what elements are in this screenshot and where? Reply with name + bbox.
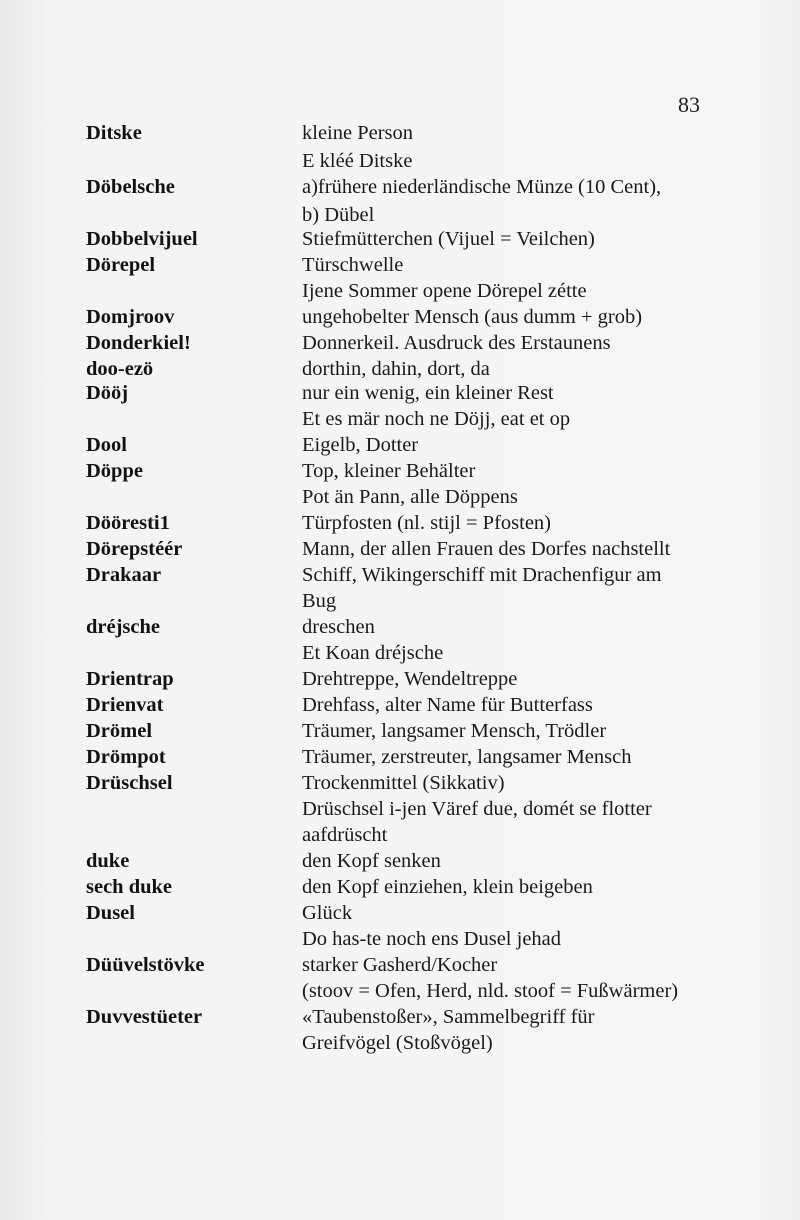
glossary-entry	[0, 640, 800, 666]
glossary-entry	[0, 562, 800, 588]
glossary-definition: Ijene Sommer opene Dörepel zétte	[302, 280, 587, 302]
glossary-definition: Bug	[302, 590, 337, 612]
glossary-term: Donderkiel!	[86, 332, 191, 354]
glossary-definition: Et es mär noch ne Döjj, eat et op	[302, 408, 571, 430]
glossary-term: Drakaar	[86, 564, 162, 586]
glossary-entry	[0, 278, 800, 304]
glossary-definition: Drüschsel i-jen Väref due, domét se flotter	[302, 798, 652, 820]
glossary-definition: kleine Person	[302, 122, 414, 144]
glossary-entry	[0, 718, 800, 744]
glossary-entry	[0, 120, 800, 146]
glossary-term: Drömpot	[86, 746, 166, 768]
page-number: 83	[678, 92, 700, 117]
glossary-definition: b) Dübel	[302, 204, 375, 226]
glossary-term: Dööj	[86, 382, 129, 404]
glossary-definition: Träumer, zerstreuter, langsamer Mensch	[302, 746, 632, 768]
glossary-definition: starker Gasherd/Kocher	[302, 954, 498, 976]
glossary-entry	[0, 226, 800, 252]
glossary-entry	[0, 174, 800, 200]
glossary-entry	[0, 1004, 800, 1030]
glossary-definition: dreschen	[302, 616, 375, 638]
glossary-entry	[0, 432, 800, 458]
glossary-term: Dööresti1	[86, 512, 170, 534]
glossary-term: Drömel	[86, 720, 153, 742]
glossary-definition: E kléé Ditske	[302, 150, 413, 172]
glossary-term: Domjroov	[86, 306, 175, 328]
glossary-entry	[0, 666, 800, 692]
glossary-entry	[0, 458, 800, 484]
glossary-term: Döppe	[86, 460, 143, 482]
glossary-entry	[0, 692, 800, 718]
glossary-definition: Türpfosten (nl. stijl = Pfosten)	[302, 512, 551, 534]
glossary-entry	[0, 202, 800, 228]
glossary-entry	[0, 380, 800, 406]
glossary-term: Ditske	[86, 122, 142, 144]
glossary-definition: Greifvögel (Stoßvögel)	[302, 1032, 493, 1054]
glossary-entry	[0, 1030, 800, 1056]
glossary-term: Düüvelstövke	[86, 954, 205, 976]
glossary-definition: ungehobelter Mensch (aus dumm + grob)	[302, 306, 643, 328]
glossary-definition: aafdrüscht	[302, 824, 388, 846]
glossary-entry	[0, 796, 800, 822]
glossary-definition: Schiff, Wikingerschiff mit Drachenfigur am	[302, 564, 662, 586]
glossary-definition: Trockenmittel (Sikkativ)	[302, 772, 505, 794]
glossary-term: Drienvat	[86, 694, 164, 716]
glossary-entry	[0, 874, 800, 900]
glossary-definition: Mann, der allen Frauen des Dorfes nachstellt	[302, 538, 671, 560]
glossary-entry	[0, 614, 800, 640]
glossary-entry	[0, 822, 800, 848]
glossary-definition: Türschwelle	[302, 254, 404, 276]
glossary-definition: Glück	[302, 902, 353, 924]
glossary-term: Dörepstéér	[86, 538, 183, 560]
glossary-definition: «Taubenstoßer», Sammelbegriff für	[302, 1006, 595, 1028]
glossary-entry	[0, 510, 800, 536]
glossary-term: sech duke	[86, 876, 173, 898]
glossary-definition: Et Koan dréjsche	[302, 642, 444, 664]
glossary-term: Dobbelvijuel	[86, 228, 198, 250]
glossary-entry	[0, 770, 800, 796]
glossary-definition: Drehfass, alter Name für Butterfass	[302, 694, 593, 716]
glossary-definition: Do has-te noch ens Dusel jehad	[302, 928, 562, 950]
glossary-definition: dorthin, dahin, dort, da	[302, 358, 490, 380]
glossary-definition: nur ein wenig, ein kleiner Rest	[302, 382, 554, 404]
glossary-entry	[0, 330, 800, 356]
glossary-term: Drüschsel	[86, 772, 173, 794]
glossary-definition: Donnerkeil. Ausdruck des Erstaunens	[302, 332, 611, 354]
glossary-definition: Stiefmütterchen (Vijuel = Veilchen)	[302, 228, 595, 250]
glossary-definition: Pot än Pann, alle Döppens	[302, 486, 518, 508]
glossary-entry	[0, 356, 800, 382]
glossary-term: dréjsche	[86, 616, 161, 638]
glossary-definition: Eigelb, Dotter	[302, 434, 419, 456]
glossary-entry	[0, 588, 800, 614]
glossary-entry	[0, 304, 800, 330]
glossary-entry	[0, 900, 800, 926]
glossary-entry	[0, 536, 800, 562]
glossary-entry	[0, 252, 800, 278]
glossary-entry	[0, 952, 800, 978]
glossary-definition: a)frühere niederländische Münze (10 Cent),	[302, 176, 662, 198]
glossary-definition: (stoov = Ofen, Herd, nld. stoof = Fußwärmer)	[302, 980, 679, 1002]
glossary-term: Drientrap	[86, 668, 174, 690]
glossary-definition: Drehtreppe, Wendeltreppe	[302, 668, 518, 690]
glossary-entry	[0, 744, 800, 770]
glossary-definition: den Kopf einziehen, klein beigeben	[302, 876, 593, 898]
glossary-definition: Träumer, langsamer Mensch, Trödler	[302, 720, 607, 742]
glossary-term: Duvvestüeter	[86, 1006, 203, 1028]
glossary-entry	[0, 926, 800, 952]
glossary-term: Dool	[86, 434, 127, 456]
glossary-term: Döbelsche	[86, 176, 175, 198]
glossary-entry	[0, 484, 800, 510]
glossary-term: Dusel	[86, 902, 135, 924]
glossary-term: doo-ezö	[86, 358, 154, 380]
glossary-entry	[0, 406, 800, 432]
glossary-term: duke	[86, 850, 130, 872]
glossary-entry	[0, 148, 800, 174]
glossary-definition: den Kopf senken	[302, 850, 441, 872]
glossary-entry	[0, 848, 800, 874]
glossary-definition: Top, kleiner Behälter	[302, 460, 476, 482]
glossary-term: Dörepel	[86, 254, 156, 276]
glossary-entry	[0, 978, 800, 1004]
